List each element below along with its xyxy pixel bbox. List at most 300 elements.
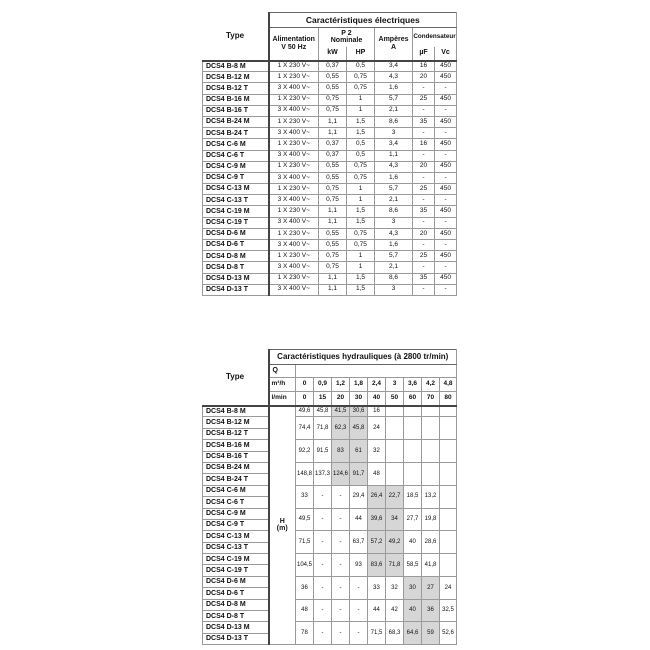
head-value-cell <box>386 462 404 485</box>
type-cell: DCS4 D-13 T <box>203 284 269 295</box>
head-value-cell: 33 <box>296 485 314 508</box>
kw-cell: 0,55 <box>319 72 347 83</box>
head-value-cell: 83 <box>332 440 350 463</box>
hp-cell: 0,75 <box>347 161 375 172</box>
type-cell: DCS4 B-8 M <box>203 406 269 417</box>
electrical-row <box>203 273 457 284</box>
head-value-cell: - <box>350 622 368 645</box>
type-cell: DCS4 B-12 M <box>203 417 269 428</box>
head-value-cell: 24 <box>440 576 457 599</box>
type-cell: DCS4 D-13 T <box>203 633 269 644</box>
flow-lmin-cell: 60 <box>404 392 422 406</box>
head-value-cell <box>440 417 457 440</box>
flow-m3h-cell: 3,6 <box>404 378 422 392</box>
type-cell: DCS4 C-19 M <box>203 206 269 217</box>
kw-cell: 0,37 <box>319 61 347 72</box>
head-value-cell: 148,8 <box>296 462 314 485</box>
type-cell: DCS4 D-6 T <box>203 588 269 599</box>
head-value-cell: 48 <box>368 462 386 485</box>
amperes-unit-label: A <box>390 43 397 51</box>
amperes-cell: 5,7 <box>375 184 413 195</box>
head-value-cell: 83,6 <box>368 554 386 577</box>
type-cell: DCS4 C-13 M <box>203 531 269 542</box>
type-cell: DCS4 C-19 M <box>203 554 269 565</box>
flow-lmin-cell: 80 <box>440 392 457 406</box>
vc-column-header: Vc <box>435 47 457 61</box>
head-value-cell: 62,3 <box>332 417 350 440</box>
hp-cell: 0,5 <box>347 61 375 72</box>
hydraulic-title: Caractéristiques hydrauliques (à 2800 tr/min) <box>269 350 457 365</box>
hydraulic-row <box>203 485 457 496</box>
kw-cell: 0,75 <box>319 262 347 273</box>
nominale-label: Nominale <box>330 37 363 45</box>
head-value-cell: - <box>314 622 332 645</box>
kw-cell: 0,37 <box>319 139 347 150</box>
electrical-row <box>203 105 457 116</box>
kw-cell: 0,75 <box>319 251 347 262</box>
head-value-cell: 29,4 <box>350 485 368 508</box>
uf-cell: - <box>413 262 435 273</box>
head-value-cell: 104,5 <box>296 554 314 577</box>
type-column-header: Type <box>203 350 269 406</box>
voltage-frequency-label: V 50 Hz <box>281 43 307 51</box>
alimentation-cell: 1 X 230 V~ <box>269 228 319 239</box>
q-flow-label: Q <box>269 365 296 378</box>
head-value-cell: 61 <box>350 440 368 463</box>
type-cell: DCS4 B-16 M <box>203 94 269 105</box>
hydraulic-row <box>203 417 457 428</box>
hydraulic-row <box>203 622 457 633</box>
uf-cell: - <box>413 195 435 206</box>
uf-cell: 20 <box>413 72 435 83</box>
vc-cell: 450 <box>435 94 457 105</box>
amperes-cell: 1,6 <box>375 240 413 251</box>
head-value-cell <box>422 417 440 440</box>
electrical-row <box>203 284 457 295</box>
amperes-cell: 8,6 <box>375 206 413 217</box>
head-value-cell: 58,5 <box>404 554 422 577</box>
amperes-cell: 2,1 <box>375 262 413 273</box>
hydraulic-row <box>203 508 457 519</box>
uf-cell: - <box>413 105 435 116</box>
type-cell: DCS4 B-16 M <box>203 440 269 451</box>
electrical-row <box>203 72 457 83</box>
electrical-row <box>203 83 457 94</box>
flow-m3h-cell: 2,4 <box>368 378 386 392</box>
hp-cell: 1 <box>347 251 375 262</box>
kw-cell: 0,55 <box>319 161 347 172</box>
head-value-cell: 41,8 <box>422 554 440 577</box>
uf-cell: 20 <box>413 228 435 239</box>
type-cell: DCS4 D-8 M <box>203 599 269 610</box>
amperes-cell: 3 <box>375 128 413 139</box>
head-value-cell: - <box>314 576 332 599</box>
head-value-cell: 57,2 <box>368 531 386 554</box>
head-value-cell: 91,7 <box>350 462 368 485</box>
electrical-table <box>202 12 457 296</box>
lmin-unit-label: l/min <box>269 392 296 406</box>
head-value-cell: 41,5 <box>332 406 350 417</box>
flow-m3h-cell: 3 <box>386 378 404 392</box>
kw-cell: 1,1 <box>319 206 347 217</box>
alimentation-cell: 3 X 400 V~ <box>269 284 319 295</box>
alimentation-cell: 3 X 400 V~ <box>269 128 319 139</box>
electrical-row <box>203 240 457 251</box>
uf-cell: 16 <box>413 61 435 72</box>
hydraulic-row <box>203 440 457 451</box>
kw-cell: 0,75 <box>319 195 347 206</box>
kw-cell: 1,1 <box>319 217 347 228</box>
head-value-cell: - <box>332 599 350 622</box>
head-value-cell: - <box>332 531 350 554</box>
head-value-cell: 32 <box>368 440 386 463</box>
type-cell: DCS4 D-13 M <box>203 273 269 284</box>
head-value-cell: 32 <box>386 576 404 599</box>
head-value-cell: 34 <box>386 508 404 531</box>
amperes-cell: 1,6 <box>375 83 413 94</box>
head-value-cell: - <box>332 576 350 599</box>
head-value-cell: - <box>314 554 332 577</box>
type-cell: DCS4 C-6 M <box>203 139 269 150</box>
type-cell: DCS4 B-8 M <box>203 61 269 72</box>
hp-cell: 0,75 <box>347 240 375 251</box>
kw-column-header: kW <box>319 47 347 61</box>
head-value-cell: - <box>314 485 332 508</box>
head-value-cell: 52,6 <box>440 622 457 645</box>
head-value-cell <box>404 417 422 440</box>
head-value-cell: 74,4 <box>296 417 314 440</box>
electrical-row <box>203 61 457 72</box>
amperes-label: Ampères <box>378 36 409 44</box>
type-cell: DCS4 C-9 T <box>203 519 269 530</box>
type-cell: DCS4 C-6 T <box>203 497 269 508</box>
kw-cell: 1,1 <box>319 273 347 284</box>
type-cell: DCS4 C-9 M <box>203 508 269 519</box>
electrical-row <box>203 139 457 150</box>
alimentation-label: Alimentation <box>272 36 315 44</box>
uf-cell: 35 <box>413 206 435 217</box>
head-value-cell: 93 <box>350 554 368 577</box>
head-value-cell: 45,8 <box>350 417 368 440</box>
head-value-cell: 71,8 <box>314 417 332 440</box>
head-value-cell: 92,2 <box>296 440 314 463</box>
type-cell: DCS4 B-16 T <box>203 105 269 116</box>
vc-cell: 450 <box>435 139 457 150</box>
type-cell: DCS4 C-19 T <box>203 217 269 228</box>
head-value-cell: - <box>314 531 332 554</box>
type-cell: DCS4 D-6 M <box>203 576 269 587</box>
head-value-cell: 36 <box>296 576 314 599</box>
head-value-cell: 59 <box>422 622 440 645</box>
head-value-cell: 137,3 <box>314 462 332 485</box>
flow-m3h-cell: 1,8 <box>350 378 368 392</box>
type-cell: DCS4 C-9 M <box>203 161 269 172</box>
head-value-cell: - <box>350 599 368 622</box>
head-unit-label <box>269 406 296 645</box>
type-cell: DCS4 B-12 T <box>203 428 269 439</box>
uf-cell: - <box>413 217 435 228</box>
kw-cell: 0,55 <box>319 240 347 251</box>
electrical-row <box>203 116 457 127</box>
head-value-cell <box>404 462 422 485</box>
alimentation-cell: 1 X 230 V~ <box>269 206 319 217</box>
vc-cell: 450 <box>435 116 457 127</box>
hydraulic-row <box>203 406 457 417</box>
type-cell: DCS4 C-6 M <box>203 485 269 496</box>
vc-cell: - <box>435 262 457 273</box>
alimentation-cell: 3 X 400 V~ <box>269 172 319 183</box>
type-cell: DCS4 D-13 M <box>203 622 269 633</box>
type-cell: DCS4 D-6 M <box>203 228 269 239</box>
alimentation-cell: 1 X 230 V~ <box>269 251 319 262</box>
hydraulic-row <box>203 599 457 610</box>
amperes-cell: 2,1 <box>375 195 413 206</box>
p2-label: P 2 <box>341 29 352 37</box>
vc-cell: - <box>435 284 457 295</box>
alimentation-cell: 1 X 230 V~ <box>269 184 319 195</box>
vc-cell: - <box>435 172 457 183</box>
alimentation-cell: 1 X 230 V~ <box>269 94 319 105</box>
head-value-cell: 30,6 <box>350 406 368 417</box>
flow-lmin-cell: 15 <box>314 392 332 406</box>
flow-m3h-cell: 0 <box>296 378 314 392</box>
head-value-cell: 40 <box>404 531 422 554</box>
head-value-cell: 27,7 <box>404 508 422 531</box>
vc-cell: 450 <box>435 72 457 83</box>
head-value-cell: 48 <box>296 599 314 622</box>
flow-m3h-cell: 0,9 <box>314 378 332 392</box>
head-value-cell <box>440 440 457 463</box>
head-value-cell: 16 <box>368 406 386 417</box>
alimentation-cell: 1 X 230 V~ <box>269 273 319 284</box>
hp-cell: 1,5 <box>347 217 375 228</box>
head-value-cell: 19,8 <box>422 508 440 531</box>
type-cell: DCS4 D-8 T <box>203 611 269 622</box>
uf-cell: - <box>413 128 435 139</box>
hydraulic-row <box>203 576 457 587</box>
alimentation-cell: 1 X 230 V~ <box>269 116 319 127</box>
uf-cell: - <box>413 240 435 251</box>
electrical-row <box>203 217 457 228</box>
head-value-cell: 63,7 <box>350 531 368 554</box>
head-value-cell <box>404 406 422 417</box>
hp-cell: 0,75 <box>347 72 375 83</box>
amperes-cell: 8,6 <box>375 273 413 284</box>
electrical-row <box>203 262 457 273</box>
head-value-cell: 124,6 <box>332 462 350 485</box>
amperes-cell: 3 <box>375 284 413 295</box>
amperes-cell: 3,4 <box>375 61 413 72</box>
alimentation-cell: 3 X 400 V~ <box>269 240 319 251</box>
type-cell: DCS4 D-8 M <box>203 251 269 262</box>
vc-cell: 450 <box>435 206 457 217</box>
head-value-cell <box>386 440 404 463</box>
head-value-cell: 49,2 <box>386 531 404 554</box>
uf-cell: - <box>413 150 435 161</box>
amperes-column-header <box>375 28 413 61</box>
flow-lmin-cell: 0 <box>296 392 314 406</box>
electrical-row <box>203 195 457 206</box>
flow-lmin-cell: 30 <box>350 392 368 406</box>
alimentation-column-header <box>269 28 319 61</box>
electrical-row <box>203 228 457 239</box>
uf-cell: 25 <box>413 94 435 105</box>
condensateur-column-header: Condensateur <box>413 28 457 47</box>
head-value-cell <box>422 406 440 417</box>
type-cell: DCS4 C-13 T <box>203 542 269 553</box>
alimentation-cell: 1 X 230 V~ <box>269 61 319 72</box>
hp-cell: 1,5 <box>347 206 375 217</box>
q-row-spacer <box>296 365 457 378</box>
head-value-cell: 39,6 <box>368 508 386 531</box>
head-value-cell: 71,5 <box>368 622 386 645</box>
head-value-cell: 32,5 <box>440 599 457 622</box>
head-value-cell <box>440 485 457 508</box>
uf-cell: 16 <box>413 139 435 150</box>
head-value-cell: 28,6 <box>422 531 440 554</box>
electrical-row <box>203 251 457 262</box>
head-value-cell: 40 <box>404 599 422 622</box>
amperes-cell: 3,4 <box>375 139 413 150</box>
vc-cell: - <box>435 195 457 206</box>
head-value-cell: 26,4 <box>368 485 386 508</box>
hp-cell: 0,5 <box>347 139 375 150</box>
vc-cell: - <box>435 105 457 116</box>
vc-cell: - <box>435 217 457 228</box>
hp-cell: 0,75 <box>347 83 375 94</box>
head-value-cell <box>422 462 440 485</box>
vc-cell: - <box>435 240 457 251</box>
type-cell: DCS4 B-24 T <box>203 128 269 139</box>
hp-cell: 1,5 <box>347 128 375 139</box>
vc-cell: 450 <box>435 161 457 172</box>
type-cell: DCS4 B-16 T <box>203 451 269 462</box>
head-value-cell: 49,6 <box>296 406 314 417</box>
hp-cell: 0,5 <box>347 150 375 161</box>
amperes-cell: 1,6 <box>375 172 413 183</box>
head-value-cell: 27 <box>422 576 440 599</box>
uf-cell: 20 <box>413 161 435 172</box>
amperes-cell: 4,3 <box>375 228 413 239</box>
head-value-cell: - <box>314 508 332 531</box>
head-value-cell: - <box>350 576 368 599</box>
head-value-cell: - <box>332 622 350 645</box>
h-unit-label: (m) <box>276 525 288 533</box>
electrical-title: Caractéristiques électriques <box>269 13 457 28</box>
kw-cell: 0,75 <box>319 94 347 105</box>
flow-lmin-cell: 40 <box>368 392 386 406</box>
vc-cell: - <box>435 128 457 139</box>
vc-cell: 450 <box>435 184 457 195</box>
type-cell: DCS4 B-12 M <box>203 72 269 83</box>
amperes-cell: 2,1 <box>375 105 413 116</box>
flow-m3h-cell: 4,8 <box>440 378 457 392</box>
head-value-cell <box>440 531 457 554</box>
head-value-cell: - <box>314 599 332 622</box>
head-value-cell: - <box>332 508 350 531</box>
flow-lmin-cell: 70 <box>422 392 440 406</box>
uf-cell: 25 <box>413 184 435 195</box>
kw-cell: 0,75 <box>319 105 347 116</box>
amperes-cell: 5,7 <box>375 251 413 262</box>
head-value-cell: - <box>332 554 350 577</box>
uf-cell: 25 <box>413 251 435 262</box>
amperes-cell: 8,6 <box>375 116 413 127</box>
kw-cell: 1,1 <box>319 116 347 127</box>
head-value-cell: 71,5 <box>296 531 314 554</box>
hp-cell: 0,75 <box>347 228 375 239</box>
amperes-cell: 5,7 <box>375 94 413 105</box>
head-value-cell: 24 <box>368 417 386 440</box>
head-value-cell: 44 <box>368 599 386 622</box>
flow-m3h-cell: 4,2 <box>422 378 440 392</box>
hp-column-header: HP <box>347 47 375 61</box>
m3h-unit-label: m³/h <box>269 378 296 392</box>
type-cell: DCS4 C-6 T <box>203 150 269 161</box>
alimentation-cell: 1 X 230 V~ <box>269 139 319 150</box>
amperes-cell: 3 <box>375 217 413 228</box>
head-value-cell: 18,5 <box>404 485 422 508</box>
uf-cell: - <box>413 172 435 183</box>
electrical-row <box>203 128 457 139</box>
uf-cell: 35 <box>413 273 435 284</box>
head-value-cell: 42 <box>386 599 404 622</box>
hp-cell: 1 <box>347 184 375 195</box>
amperes-cell: 1,1 <box>375 150 413 161</box>
head-value-cell <box>422 440 440 463</box>
head-value-cell <box>404 440 422 463</box>
head-value-cell <box>386 406 404 417</box>
hp-cell: 1 <box>347 105 375 116</box>
type-column-header: Type <box>203 13 269 61</box>
kw-cell: 0,75 <box>319 184 347 195</box>
head-value-cell <box>386 417 404 440</box>
electrical-row <box>203 206 457 217</box>
hp-cell: 1,5 <box>347 273 375 284</box>
kw-cell: 0,37 <box>319 150 347 161</box>
vc-cell: 450 <box>435 251 457 262</box>
amperes-cell: 4,3 <box>375 72 413 83</box>
hydraulic-row <box>203 462 457 473</box>
head-value-cell: 44 <box>350 508 368 531</box>
head-value-cell: 33 <box>368 576 386 599</box>
vc-cell: 450 <box>435 228 457 239</box>
type-cell: DCS4 C-9 T <box>203 172 269 183</box>
head-value-cell: 13,2 <box>422 485 440 508</box>
head-value-cell: 64,6 <box>404 622 422 645</box>
kw-cell: 0,55 <box>319 172 347 183</box>
alimentation-cell: 3 X 400 V~ <box>269 195 319 206</box>
type-cell: DCS4 B-24 M <box>203 462 269 473</box>
head-value-cell: 36 <box>422 599 440 622</box>
alimentation-cell: 3 X 400 V~ <box>269 83 319 94</box>
type-cell: DCS4 B-24 T <box>203 474 269 485</box>
electrical-row <box>203 184 457 195</box>
head-value-cell: 45,8 <box>314 406 332 417</box>
hp-cell: 1,5 <box>347 284 375 295</box>
alimentation-cell: 3 X 400 V~ <box>269 262 319 273</box>
vc-cell: - <box>435 150 457 161</box>
type-cell: DCS4 D-8 T <box>203 262 269 273</box>
type-cell: DCS4 B-12 T <box>203 83 269 94</box>
head-value-cell: - <box>332 485 350 508</box>
vc-cell: 450 <box>435 61 457 72</box>
electrical-row <box>203 172 457 183</box>
vc-cell: - <box>435 83 457 94</box>
head-value-cell <box>440 462 457 485</box>
hp-cell: 1,5 <box>347 116 375 127</box>
head-value-cell: 78 <box>296 622 314 645</box>
